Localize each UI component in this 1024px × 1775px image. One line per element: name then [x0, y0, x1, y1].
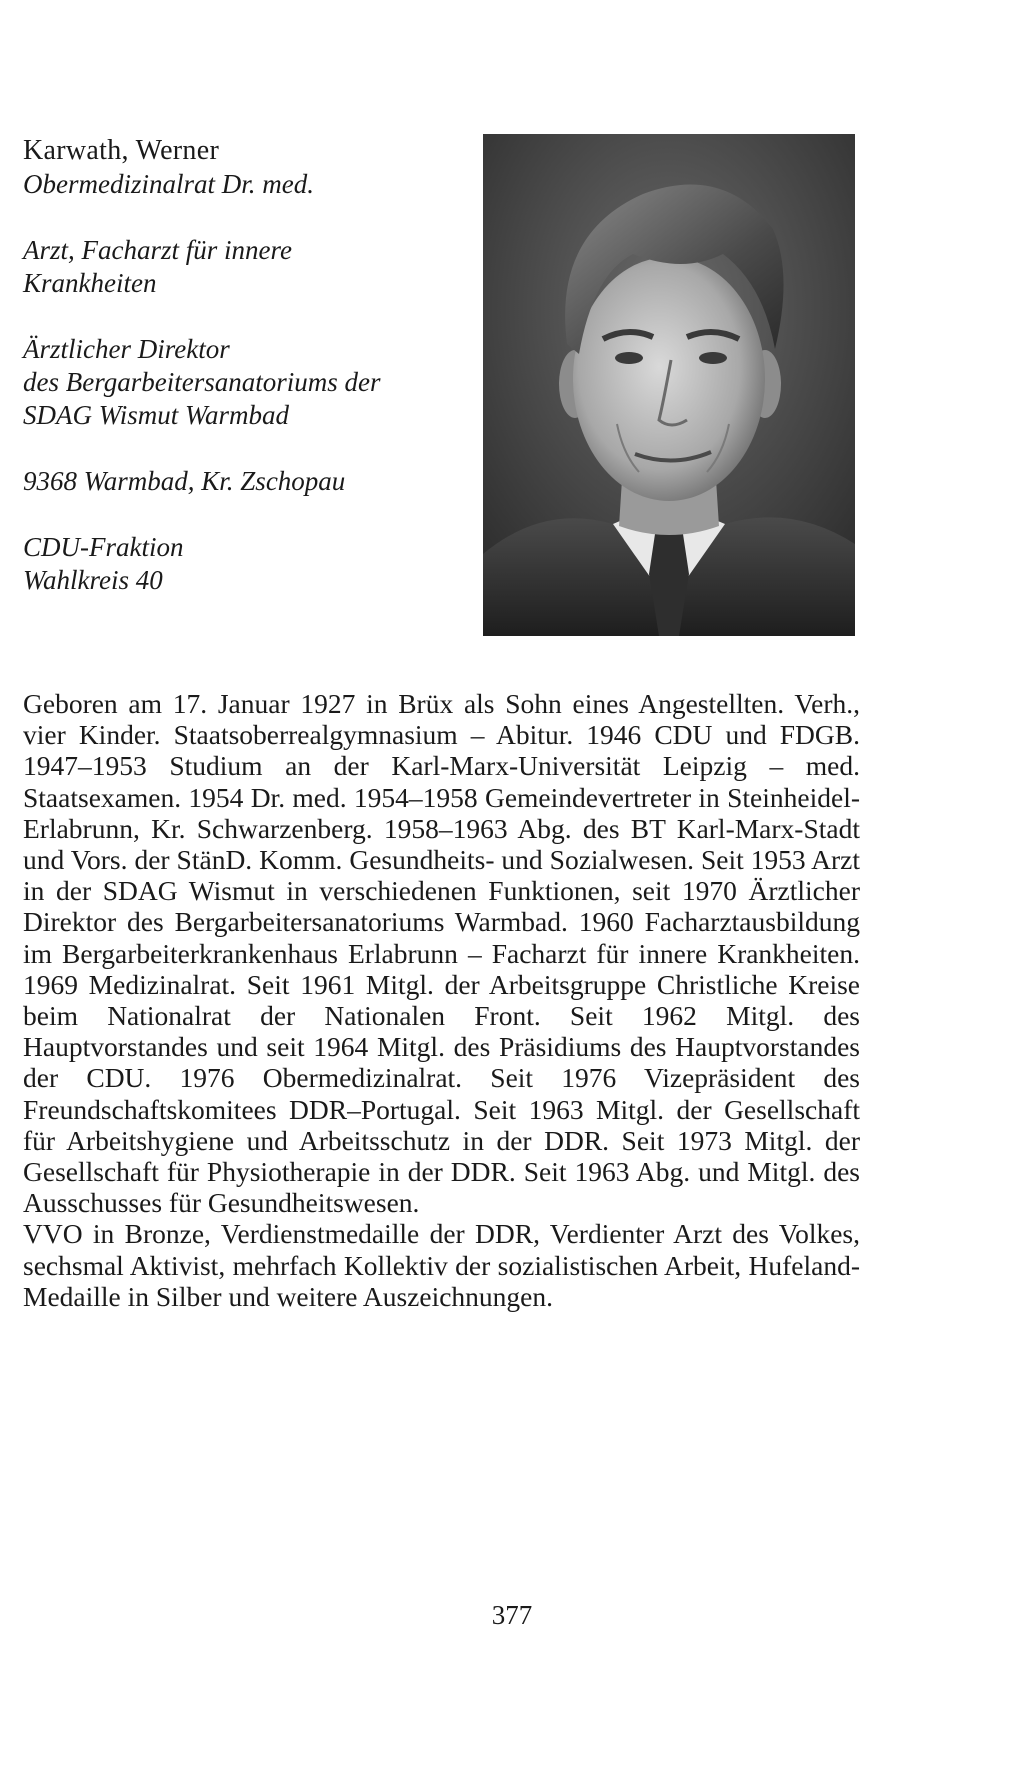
position-line-3: SDAG Wismut Warmbad: [23, 400, 290, 430]
page-number: 377: [491, 1600, 533, 1630]
profession-line-1: Arzt, Facharzt für innere: [23, 235, 292, 265]
constituency: Wahlkreis 40: [23, 565, 163, 595]
profession-line-2: Krankheiten: [23, 268, 157, 298]
portrait-illustration: [483, 134, 855, 636]
biography-paragraph-2: VVO in Bronze, Verdienstmedaille der DDR, Verdienter Arzt des Volkes, sechsmal Aktivist, mehrfach Kollektiv der sozialistischen Arbeit, Hufeland-Medaille in Silber und weitere Auszeichnungen.: [23, 1218, 860, 1312]
portrait-photo: [483, 134, 855, 636]
address: 9368 Warmbad, Kr. Zschopau: [23, 466, 346, 496]
biography: [23, 688, 860, 1312]
position-line-1: Ärztlicher Direktor: [23, 334, 230, 364]
person-title: Obermedizinalrat Dr. med.: [23, 169, 314, 199]
entry-header: [23, 134, 463, 597]
position-line-2: des Bergarbeitersanatoriums der: [23, 367, 381, 397]
person-name: Karwath, Werner: [23, 135, 220, 166]
biography-paragraph-1: Geboren am 17. Januar 1927 in Brüx als Sohn eines Angestellten. Verh., vier Kinder. Staatsoberrealgymnasium – Abitur. 1946 CDU und FDGB. 1947–1953 Studium an der Karl-Marx-Universität Leipzig – med. Staatsexamen. 1954 Dr. med. 1954–1958 Gemeindevertreter in Steinheidel-Erlabrunn, Kr. Schwarzenberg. 1958–1963 Abg. des BT Karl-Marx-Stadt und Vors. der StänD. Komm. Gesundheits- und Sozialwesen. Seit 1953 Arzt in der SDAG Wismut in verschiedenen Funktionen, seit 1970 Ärztlicher Direktor des Bergarbeitersanatoriums Warmbad. 1960 Facharztausbildung im Bergarbeiterkrankenhaus Erlabrunn – Facharzt für innere Krankheiten. 1969 Medizinalrat. Seit 1961 Mitgl. der Arbeitsgruppe Christliche Kreise beim Nationalrat der Nationalen Front. Seit 1962 Mitgl. des Hauptvorstandes und seit 1964 Mitgl. des Präsidiums des Hauptvorstandes der CDU. 1976 Obermedizinalrat. Seit 1976 Vizepräsident des Freundschaftskomitees DDR–Portugal. Seit 1963 Mitgl. der Gesellschaft für Arbeitshygiene und Arbeitsschutz in der DDR. Seit 1973 Mitgl. der Gesellschaft für Physiotherapie in der DDR. Seit 1963 Abg. und Mitgl. des Ausschusses für Gesundheitswesen.: [23, 688, 860, 1219]
faction: CDU-Fraktion: [23, 532, 184, 562]
